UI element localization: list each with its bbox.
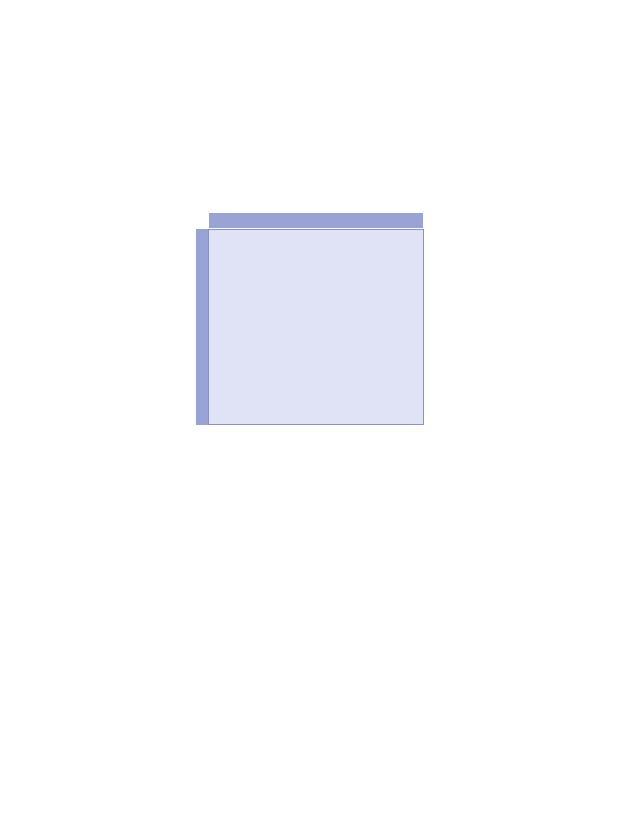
codon-grid <box>208 229 424 425</box>
second-letter-header-row <box>208 212 424 229</box>
genetic-code-table <box>178 198 456 430</box>
third-letter-column <box>424 229 436 425</box>
first-letter-column <box>196 229 208 425</box>
running-header <box>74 28 556 40</box>
